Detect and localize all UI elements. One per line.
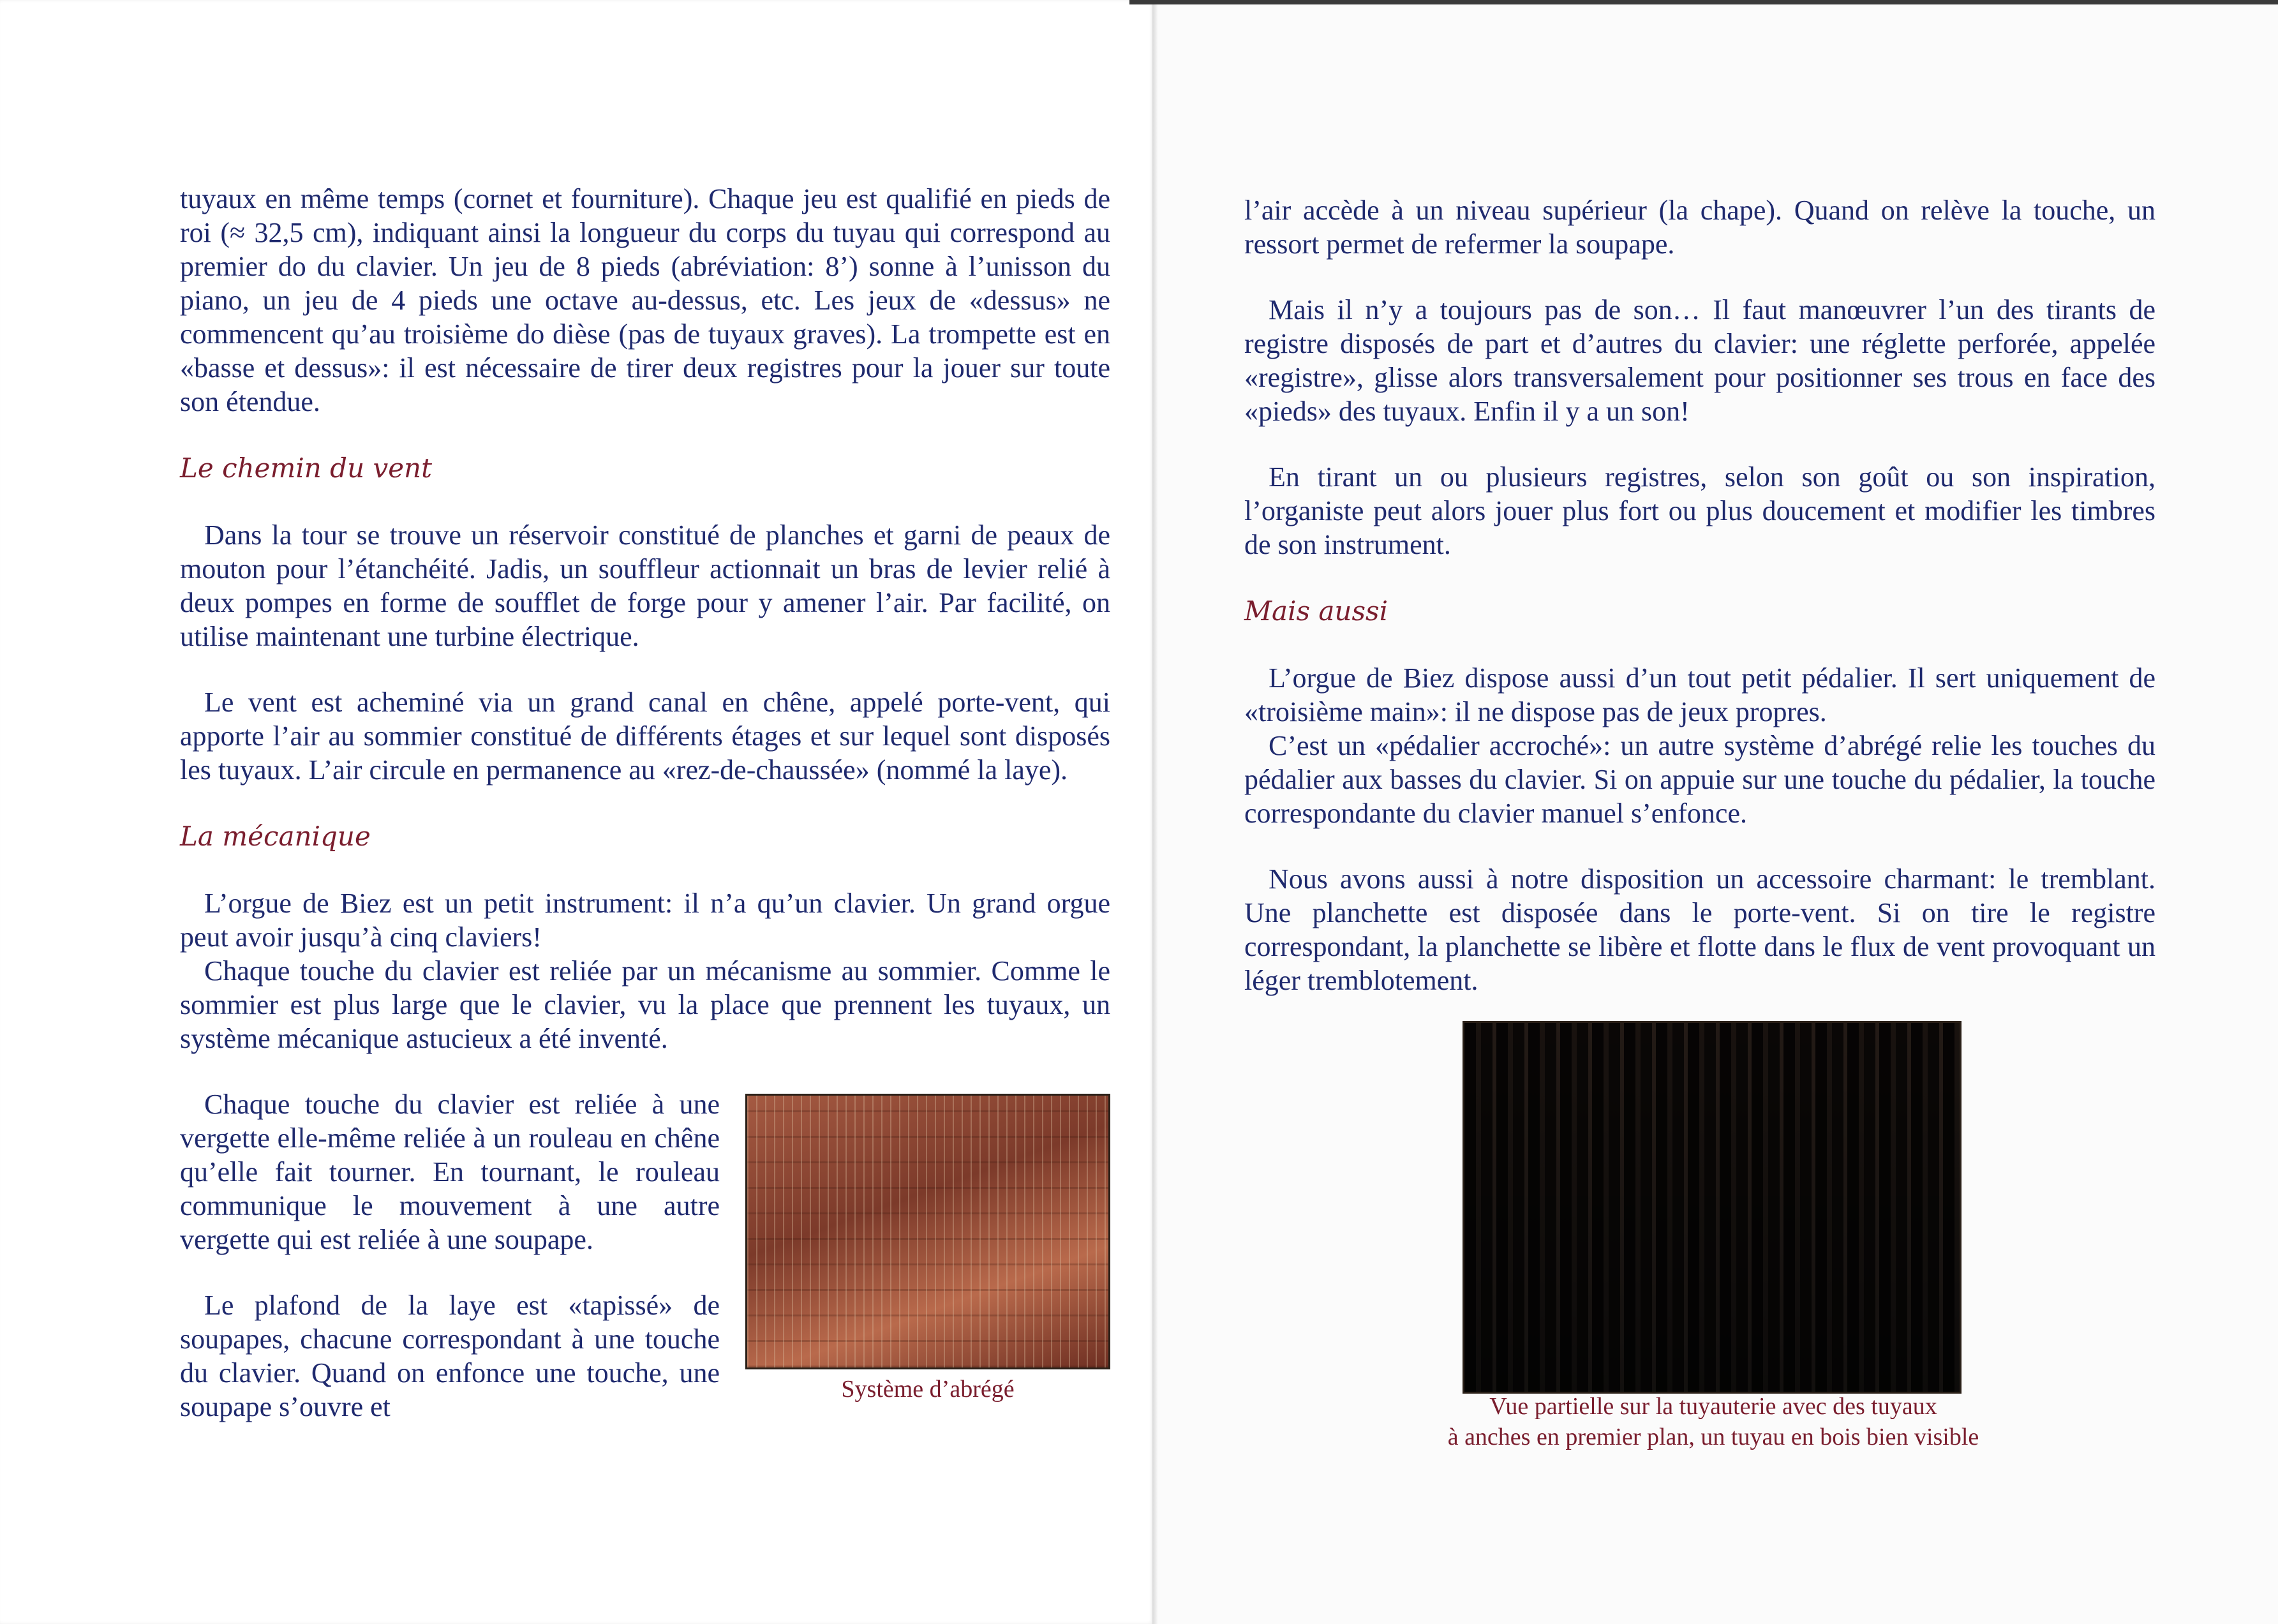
paragraph-porte-vent: Le vent est acheminé via un grand canal en chêne, appelé porte-vent, qui apporte l’air au sommier constitué de différents étages et sur lequel sont disposés les tuyaux. L’air circule en permanence au «rez-de-chaussée» (nommé la laye). xyxy=(180,687,1110,786)
paragraph-jeux: tuyaux en même temps (cornet et fourniture). Chaque jeu est qualifié en pieds de roi (≈ 32,5 cm), indiquant ainsi la longueur du corps du tuyau qui correspond au premier do du clavier. Un jeu de 8 pieds (abréviation: 8’) sonne à l’unisson du piano, un jeu de 4 pieds une octave au-dessus, etc. Les jeux de «dessus» ne commencent qu’au troisième do dièse (pas de tuyaux graves). La trompette est en «basse et dessus»: il est nécessaire de tirer deux registres pour la jouer sur toute son étendue. xyxy=(180,183,1110,417)
paragraph-vergette: Chaque touche du clavier est reliée à une vergette elle-même reliée à un rouleau en chêne qu’elle fait tourner. En tournant, le rouleau communique le mouvement à une autre vergette qui est reliée à une soupape. xyxy=(180,1089,720,1255)
paragraph-instrument: L’orgue de Biez est un petit instrument: il n’a qu’un clavier. Un grand orgue peut avoir jusqu’à cinq claviers! xyxy=(180,888,1110,953)
figure-abrege xyxy=(745,1094,1110,1404)
caption-line-2: à anches en premier plan, un tuyau en bois bien visible xyxy=(1447,1424,1979,1450)
heading-chemin-du-vent: Le chemin du vent xyxy=(180,452,432,484)
paragraph-tremblant: Nous avons aussi à notre disposition un accessoire charmant: le tremblant. Une planchette est disposée dans le porte-vent. Si on tire le registre correspondant, la planchette se libère et flotte dans le flux de vent provoquant un léger tremblotement. xyxy=(1244,863,2155,996)
paragraph-pedalier: L’orgue de Biez dispose aussi d’un tout petit pédalier. Il sert uniquement de «troisième main»: il ne dispose pas de jeux propres. xyxy=(1244,662,2155,727)
figure-tuyauterie xyxy=(1463,1021,1962,1394)
paragraph-reservoir: Dans la tour se trouve un réservoir constitué de planches et garni de peaux de mouton pour l’étanchéité. Jadis, un souffleur actionnait un bras de levier relié à deux pompes en forme de soufflet de forge pour y amener l’air. Par facilité, on utilise maintenant une turbine électrique. xyxy=(180,519,1110,652)
caption-tuyauterie xyxy=(1372,1391,2055,1452)
paragraph-registre: Mais il n’y a toujours pas de son… Il faut manœuvrer l’un des tirants de registre disposés de part et d’autres du clavier: une réglette perforée, appelée «registre», glisse alors transversalement pour positionner ses trous en face des «pieds» des tuyaux. Enfin il y a un son! xyxy=(1244,294,2155,427)
caption-abrege: Système d’abrégé xyxy=(841,1376,1015,1403)
scan-edge xyxy=(1129,0,2278,4)
paragraph-pedalier-accroche: C’est un «pédalier accroché»: un autre système d’abrégé relie les touches du pédalier aux basses du clavier. Si on appuie sur une touche du pédalier, la touche correspondante du clavier manuel s’enfonce. xyxy=(1244,730,2155,829)
photo-tuyauterie xyxy=(1463,1021,1962,1394)
caption-line-1: Vue partielle sur la tuyauterie avec des tuyaux xyxy=(1489,1393,1937,1420)
paragraph-mecanisme: Chaque touche du clavier est reliée par un mécanisme au sommier. Comme le sommier est plus large que le clavier, vu la place que prennent les tuyaux, un système mécanique astucieux a été inventé. xyxy=(180,955,1110,1054)
paragraph-chape: l’air accède à un niveau supérieur (la chape). Quand on relève la touche, un ressort permet de refermer la soupape. xyxy=(1244,195,2155,260)
heading-mecanique: La mécanique xyxy=(180,821,371,852)
photo-systeme-abrege xyxy=(745,1094,1110,1369)
page-fold xyxy=(1152,0,1158,1624)
paragraph-timbres: En tirant un ou plusieurs registres, selon son goût ou son inspiration, l’organiste peut alors jouer plus fort ou plus doucement et modifier les timbres de son instrument. xyxy=(1244,461,2155,560)
left-column xyxy=(180,182,1110,1424)
right-column xyxy=(1244,193,2155,997)
heading-mais-aussi: Mais aussi xyxy=(1244,595,1388,627)
paragraph-laye: Le plafond de la laye est «tapissé» de soupapes, chacune correspondant à une touche du clavier. Quand on enfonce une touche, une soupape s’ouvre et xyxy=(180,1290,720,1422)
